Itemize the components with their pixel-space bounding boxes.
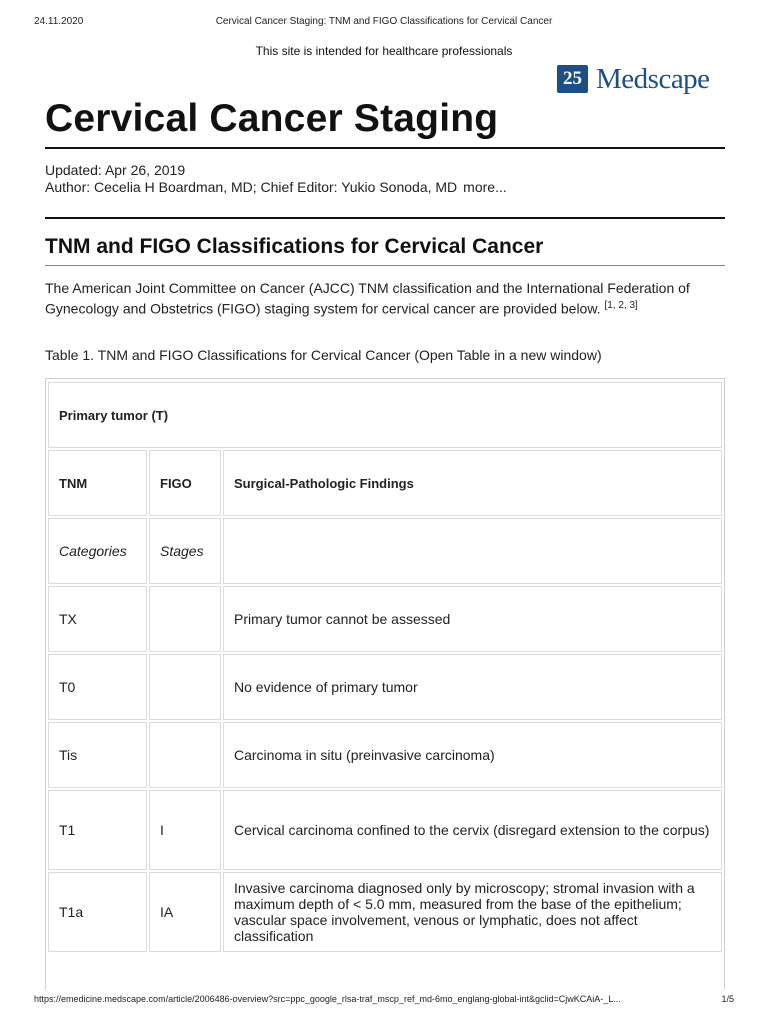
finding-cell: Carcinoma in situ (preinvasive carcinoma) [223, 722, 722, 788]
column-header-tnm: TNM [48, 450, 147, 516]
intro-paragraph [45, 280, 725, 318]
finding-cell: Invasive carcinoma diagnosed only by microscopy; stromal invasion with a maximum depth of < 5.0 mm, measured from the base of the epithelium; vascular space involvement, venous or lymphatic, does not affect classification [223, 872, 722, 952]
medscape-logo[interactable] [557, 63, 710, 95]
table-column-header-row [48, 450, 722, 516]
tnm-cell: T1a [48, 872, 147, 952]
subheader-stages: Stages [149, 518, 221, 584]
page-title: Cervical Cancer Staging [45, 97, 499, 140]
table-row [48, 654, 722, 720]
subheader-empty [223, 518, 722, 584]
updated-date: Updated: Apr 26, 2019 [45, 162, 186, 178]
finding-cell: Primary tumor cannot be assessed [223, 586, 722, 652]
meta-divider [45, 217, 725, 219]
print-doc-title: Cervical Cancer Staging: TNM and FIGO Classifications for Cervical Cancer [215, 16, 553, 27]
finding-cell: No evidence of primary tumor [223, 654, 722, 720]
print-date: 24.11.2020 [34, 16, 84, 27]
author-line [45, 179, 507, 195]
open-table-link[interactable]: (Open Table in a new window) [414, 347, 602, 363]
tnm-cell: T0 [48, 654, 147, 720]
classification-table-container[interactable] [45, 378, 725, 990]
finding-cell: Cervical carcinoma confined to the cervix (disregard extension to the corpus) [223, 790, 722, 870]
figo-cell: IA [149, 872, 221, 952]
print-page-number: 1/5 [721, 994, 734, 1004]
tnm-cell: Tis [48, 722, 147, 788]
table-caption-text: Table 1. TNM and FIGO Classifications for Cervical Cancer [45, 347, 411, 363]
table-row [48, 722, 722, 788]
professional-notice: This site is intended for healthcare professionals [255, 44, 513, 58]
title-divider [45, 147, 725, 149]
tnm-cell: T1 [48, 790, 147, 870]
logo-badge: 25 [557, 65, 588, 93]
table-row [48, 790, 722, 870]
intro-text: The American Joint Committee on Cancer (AJCC) TNM classification and the International Federation of Gynecology and Obstetrics (FIGO) staging system for cervical cancer are provided below. [45, 280, 690, 317]
table-group-header-row [48, 382, 722, 448]
more-link[interactable]: more... [463, 179, 507, 195]
figo-cell [149, 586, 221, 652]
subheader-categories: Categories [48, 518, 147, 584]
author-text: Author: Cecelia H Boardman, MD; Chief Editor: Yukio Sonoda, MD [45, 179, 458, 195]
table-row [48, 586, 722, 652]
print-header [0, 16, 768, 32]
section-title: TNM and FIGO Classifications for Cervical Cancer [45, 235, 544, 258]
table-caption [45, 347, 602, 363]
classification-table [46, 380, 724, 954]
figo-cell [149, 654, 221, 720]
print-url: https://emedicine.medscape.com/article/2006486-overview?src=ppc_google_rlsa-traf_mscp_ref_md-6mo_englang-global-int&gclid=CjwKCAiA-_L... [34, 994, 621, 1004]
group-header-cell: Primary tumor (T) [48, 382, 722, 448]
reference-links[interactable]: [1, 2, 3] [604, 300, 638, 311]
section-divider [45, 265, 725, 266]
column-header-figo: FIGO [149, 450, 221, 516]
table-subheader-row [48, 518, 722, 584]
figo-cell [149, 722, 221, 788]
table-row [48, 872, 722, 952]
column-header-findings: Surgical-Pathologic Findings [223, 450, 722, 516]
tnm-cell: TX [48, 586, 147, 652]
logo-wordmark: Medscape [596, 62, 710, 95]
figo-cell: I [149, 790, 221, 870]
